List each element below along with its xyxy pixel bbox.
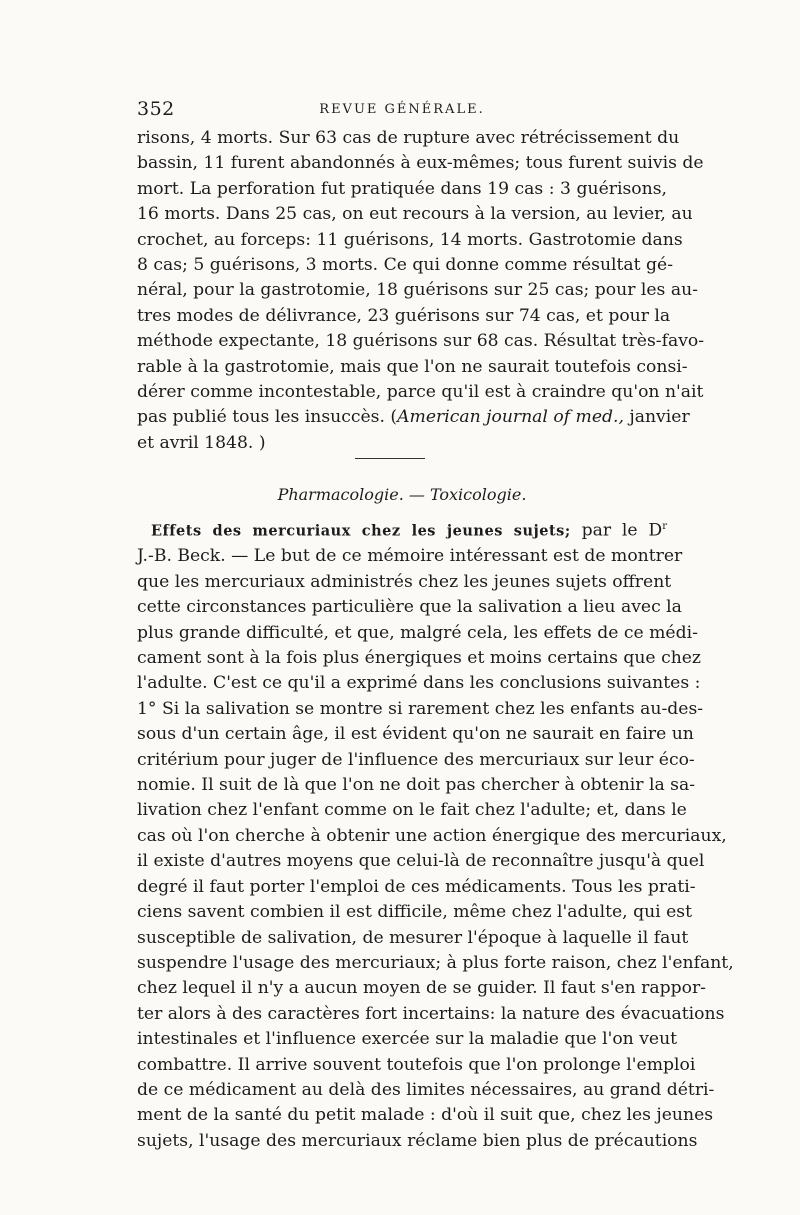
- running-title: REVUE GÉNÉRALE.: [319, 102, 485, 117]
- section-heading: Pharmacologie. — Toxicologie.: [277, 485, 527, 505]
- text-line: cament sont à la fois plus énergiques et moins certains que chez: [137, 648, 701, 669]
- text-line: livation chez l'enfant comme on le fait chez l'adulte; et, dans le: [137, 800, 687, 821]
- text-line: mort. La perforation fut pratiquée dans 19 cas : 3 guérisons,: [137, 178, 667, 199]
- text-line: l'adulte. C'est ce qu'il a exprimé dans les conclusions suivantes :: [137, 673, 701, 694]
- text-line: néral, pour la gastrotomie, 18 guérisons sur 25 cas; pour les au-: [137, 280, 698, 301]
- text-line: sous d'un certain âge, il est évident qu'on ne saurait en faire un: [137, 724, 694, 745]
- doctor-superscript: r: [662, 521, 667, 533]
- text-line: degré il faut porter l'emploi de ces médicaments. Tous les prati-: [137, 876, 696, 897]
- text-line: et avril 1848. ): [137, 432, 266, 453]
- citation-suffix: janvier: [623, 407, 690, 428]
- text-line: J.-B. Beck. — Le but de ce mémoire intéressant est de montrer: [137, 546, 683, 567]
- text-line: 8 cas; 5 guérisons, 3 morts. Ce qui donne comme résultat gé-: [137, 255, 674, 276]
- article-byline: par le D: [570, 521, 663, 542]
- text-line: crochet, au forceps: 11 guérisons, 14 morts. Gastrotomie dans: [137, 229, 683, 250]
- text-line: rable à la gastrotomie, mais que l'on ne saurait toutefois consi-: [137, 356, 688, 377]
- section-divider: [355, 458, 425, 459]
- text-line: plus grande difficulté, et que, malgré cela, les effets de ce médi-: [137, 622, 698, 643]
- text-line: sujets, l'usage des mercuriaux réclame bien plus de précautions: [137, 1130, 698, 1151]
- text-line: chez lequel il n'y a aucun moyen de se guider. Il faut s'en rappor-: [137, 978, 706, 999]
- journal-title: American journal of med.,: [397, 407, 624, 428]
- text-line: susceptible de salivation, de mesurer l'époque à laquelle il faut: [137, 927, 689, 948]
- text-line: 16 morts. Dans 25 cas, on eut recours à la version, au levier, au: [137, 204, 693, 225]
- page-header: [137, 98, 667, 126]
- text-line: suspendre l'usage des mercuriaux; à plus forte raison, chez l'enfant,: [137, 952, 734, 973]
- text-line: il existe d'autres moyens que celui-là de reconnaître jusqu'à quel: [137, 851, 705, 872]
- text-line-citation: [137, 405, 690, 430]
- page: [137, 98, 734, 1154]
- text-line: méthode expectante, 18 guérisons sur 68 cas. Résultat très-favo-: [137, 331, 705, 352]
- text-line: tres modes de délivrance, 23 guérisons sur 74 cas, et pour la: [137, 305, 671, 326]
- text-line: combattre. Il arrive souvent toutefois que l'on prolonge l'emploi: [137, 1054, 696, 1075]
- text-line: cette circonstances particulière que la salivation a lieu avec la: [137, 597, 682, 618]
- text-line: dérer comme incontestable, parce qu'il est à craindre qu'on n'ait: [137, 382, 704, 403]
- text-line: critérium pour juger de l'influence des mercuriaux sur leur éco-: [137, 749, 695, 770]
- article-title: Effets des mercuriaux chez les jeunes sujets;: [151, 523, 571, 541]
- citation-prefix: pas publié tous les insuccès. (: [137, 407, 398, 428]
- first-paragraph: [137, 126, 705, 456]
- text-line: ciens savent combien il est difficile, même chez l'adulte, qui est: [137, 902, 693, 923]
- page-number: 352: [137, 98, 175, 120]
- text-line: nomie. Il suit de là que l'on ne doit pas chercher à obtenir la sa-: [137, 775, 696, 796]
- text-line: risons, 4 morts. Sur 63 cas de rupture avec rétrécissement du: [137, 128, 680, 148]
- text-line: bassin, 11 furent abandonnés à eux-mêmes; tous furent suivis de: [137, 153, 704, 174]
- text-line: ter alors à des caractères fort incertains: la nature des évacuations: [137, 1003, 725, 1024]
- text-line: 1° Si la salivation se montre si rarement chez les enfants au-des-: [137, 698, 704, 719]
- text-line: que les mercuriaux administrés chez les jeunes sujets offrent: [137, 571, 672, 592]
- text-line: intestinales et l'influence exercée sur la maladie que l'on veut: [137, 1029, 678, 1050]
- article-paragraph: [137, 514, 734, 1154]
- article-lead-line: [137, 514, 667, 544]
- text-line: de ce médicament au delà des limites nécessaires, au grand détri-: [137, 1079, 715, 1100]
- text-line: ment de la santé du petit malade : d'où il suit que, chez les jeunes: [137, 1105, 714, 1126]
- text-line: cas où l'on cherche à obtenir une action énergique des mercuriaux,: [137, 825, 727, 846]
